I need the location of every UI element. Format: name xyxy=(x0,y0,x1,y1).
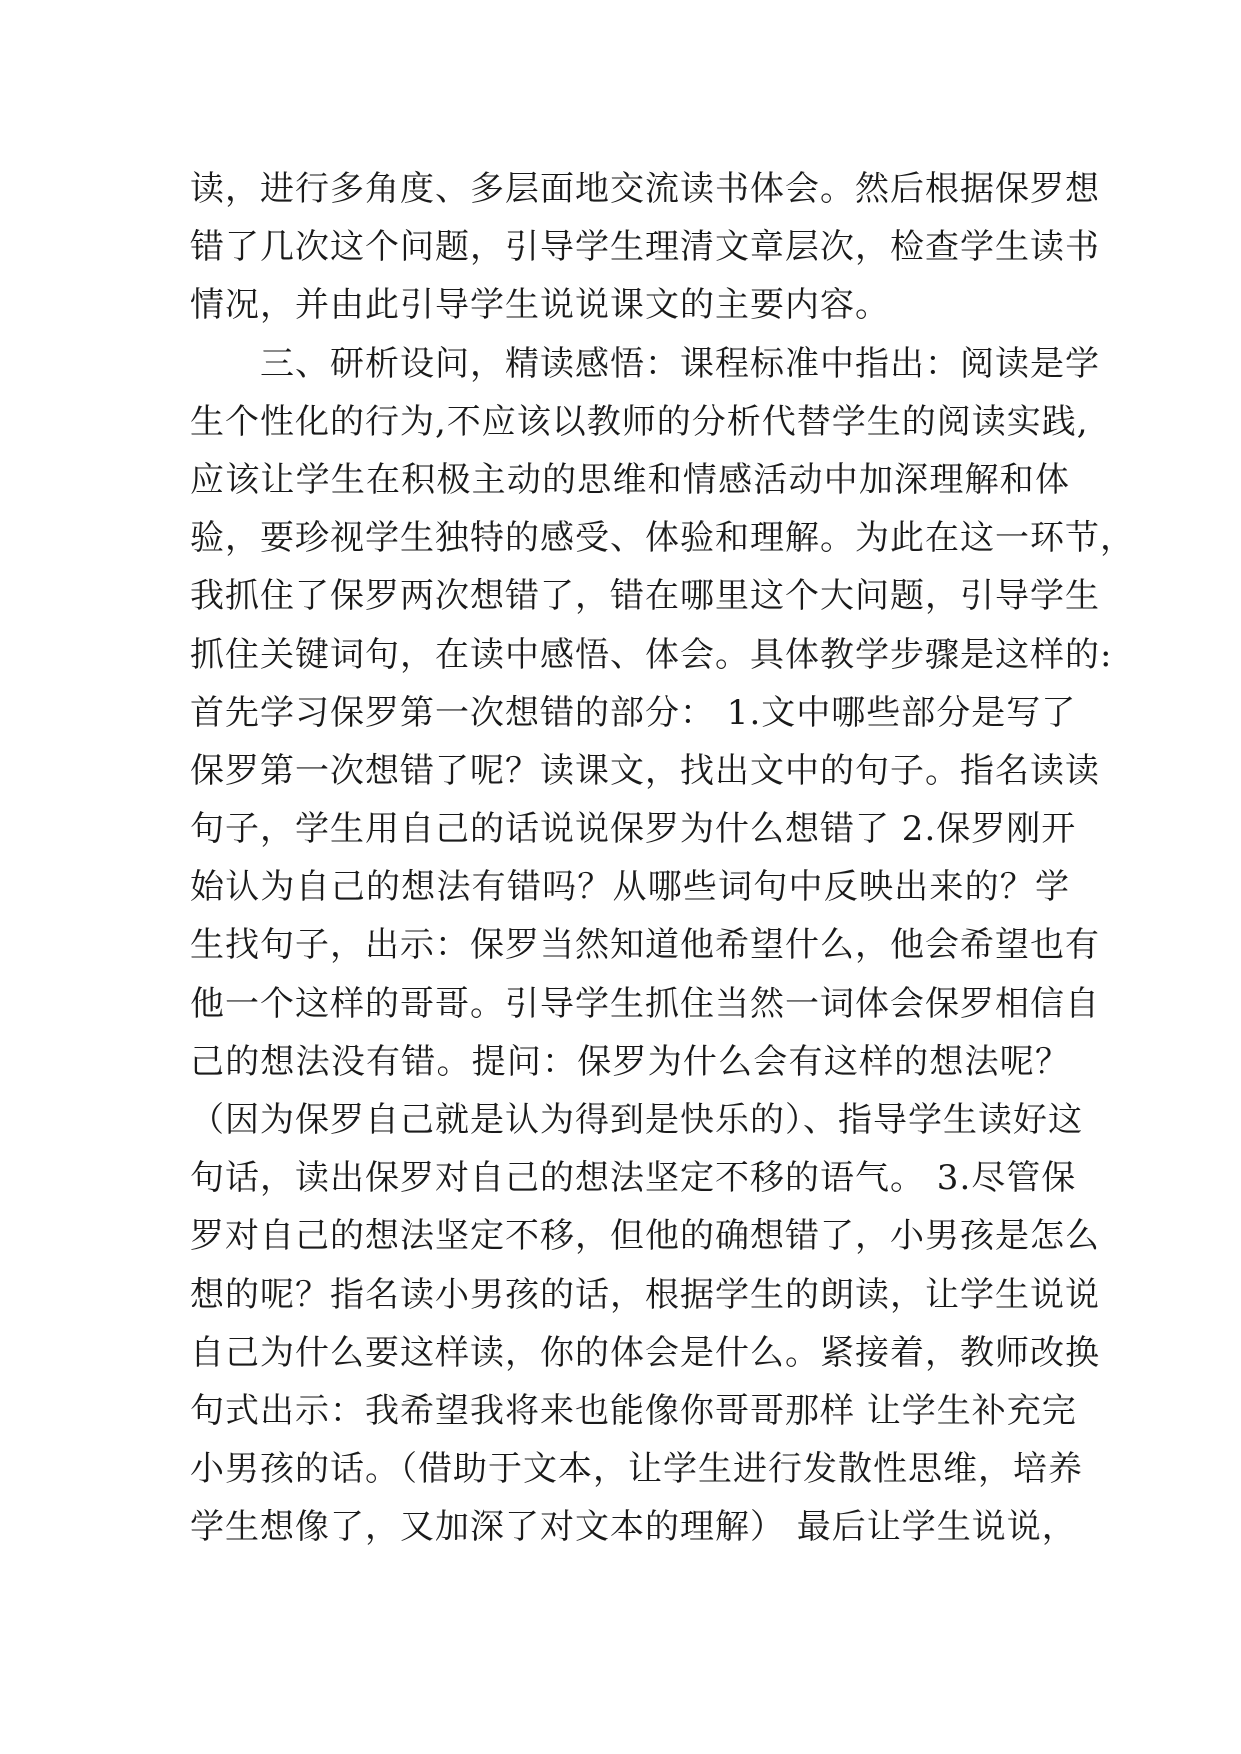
text-line: 小男孩的话。（借助于文本，让学生进行发散性思维，培养 xyxy=(190,1449,1083,1490)
text-line: 首先学习保罗第一次想错的部分： 1.文中哪些部分是写了 xyxy=(190,692,1077,733)
text-line: 应该让学生在积极主动的思维和情感活动中加深理解和体 xyxy=(190,459,1070,500)
text-line: 始认为自己的想法有错吗？从哪些词句中反映出来的？学 xyxy=(190,867,1070,908)
text-line: 句子，学生用自己的话说说保罗为什么想错了 2.保罗刚开 xyxy=(190,809,1077,850)
text-line: 验，要珍视学生独特的感受、体验和理解。为此在这一环节， xyxy=(190,518,1135,559)
text-line: （因为保罗自己就是认为得到是快乐的）、指导学生读好这 xyxy=(190,1100,1083,1140)
text-line: 己的想法没有错。提问：保罗为什么会有这样的想法呢？ xyxy=(190,1041,1070,1082)
text-line: 自己为什么要这样读，你的体会是什么。紧接着，教师改换 xyxy=(190,1332,1100,1373)
text-line: 生找句子，出示：保罗当然知道他希望什么，他会希望也有 xyxy=(190,925,1100,966)
text-line: 学生想像了，又加深了对文本的理解） 最后让学生说说， xyxy=(190,1507,1077,1548)
text-line: 三、研析设问，精读感悟：课程标准中指出：阅读是学 xyxy=(260,343,1100,384)
body-text xyxy=(190,160,1135,1557)
text-line: 句式出示：我希望我将来也能像你哥哥那样 让学生补充完 xyxy=(190,1390,1077,1431)
text-line: 句话，读出保罗对自己的想法坚定不移的语气。 3.尽管保 xyxy=(190,1158,1077,1199)
text-line: 情况，并由此引导学生说说课文的主要内容。 xyxy=(190,285,890,326)
text-line: 我抓住了保罗两次想错了，错在哪里这个大问题，引导学生 xyxy=(190,576,1100,617)
text-line: 保罗第一次想错了呢？读课文，找出文中的句子。指名读读 xyxy=(190,750,1100,791)
text-line: 读，进行多角度、多层面地交流读书体会。然后根据保罗想 xyxy=(190,169,1100,209)
text-line: 抓住关键词句，在读中感悟、体会。具体教学步骤是这样的: xyxy=(190,634,1113,675)
text-line: 罗对自己的想法坚定不移，但他的确想错了，小男孩是怎么 xyxy=(190,1216,1100,1257)
text-line: 生个性化的行为,不应该以教师的分析代替学生的阅读实践, xyxy=(190,401,1089,442)
text-line: 他一个这样的哥哥。引导学生抓住当然一词体会保罗相信自 xyxy=(190,983,1100,1024)
text-line: 想的呢？指名读小男孩的话，根据学生的朗读，让学生说说 xyxy=(190,1274,1100,1315)
text-line: 错了几次这个问题，引导学生理清文章层次，检查学生读书 xyxy=(190,227,1100,268)
